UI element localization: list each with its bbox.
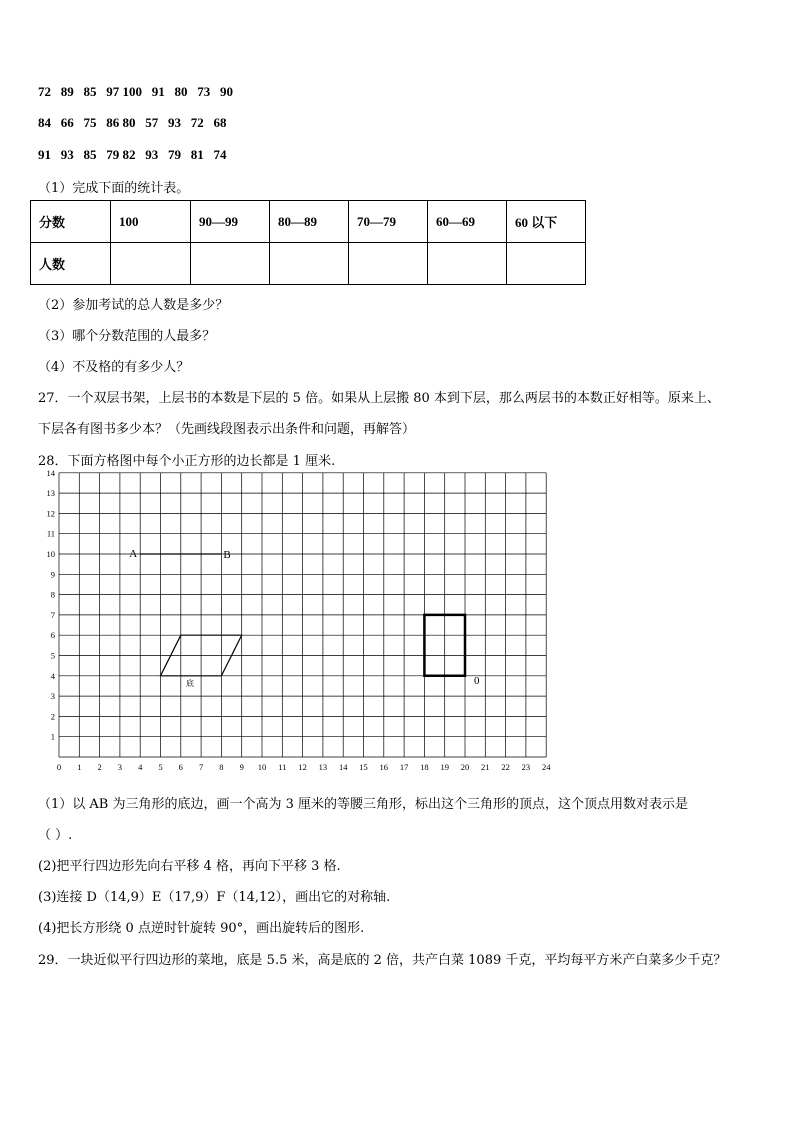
table-input-cell[interactable] xyxy=(111,243,191,285)
x-tick-label: 11 xyxy=(278,762,287,772)
x-tick-label: 20 xyxy=(460,762,470,772)
x-tick-label: 6 xyxy=(178,762,183,772)
problem-28-part-1-answer: （ ）. xyxy=(38,828,73,843)
problem-28-part-2: (2)把平行四边形先向右平移 4 格，再向下平移 3 格. xyxy=(38,859,341,874)
y-tick-label: 14 xyxy=(46,467,55,478)
x-tick-label: 3 xyxy=(117,762,123,772)
x-tick-label: 10 xyxy=(257,762,267,772)
x-tick-label: 19 xyxy=(440,762,449,772)
x-tick-label: 21 xyxy=(481,762,490,772)
score-row-2: 84 66 75 86 80 57 93 72 68 xyxy=(38,115,227,130)
question-4: （4）不及格的有多少人？ xyxy=(38,360,190,375)
problem-28-title: 28．下面方格图中每个小正方形的边长都是 1 厘米. xyxy=(38,454,336,469)
table-cell: 60 以下 xyxy=(507,201,586,243)
question-2: （2）参加考试的总人数是多少？ xyxy=(38,298,229,313)
table-cell: 90—99 xyxy=(191,201,270,243)
table-cell: 60—69 xyxy=(428,201,507,243)
score-row-3: 91 93 85 79 82 93 79 81 74 xyxy=(38,147,227,162)
y-tick-label: 1 xyxy=(50,731,55,742)
score-row-1: 72 89 85 97 100 91 80 73 90 xyxy=(38,84,233,99)
x-tick-label: 7 xyxy=(198,762,204,772)
table-cell: 70—79 xyxy=(349,201,428,243)
table-input-cell[interactable] xyxy=(191,243,270,285)
question-3: （3）哪个分数范围的人最多？ xyxy=(38,329,216,344)
question-1: （1）完成下面的统计表。 xyxy=(38,181,190,196)
x-tick-label: 24 xyxy=(541,762,551,772)
x-tick-label: 5 xyxy=(158,762,163,772)
parallelogram-base-label: 底 xyxy=(185,678,194,688)
y-tick-label: 9 xyxy=(50,569,55,580)
problem-29: 29．一块近似平行四边形的菜地，底是 5.5 米，高是底的 2 倍，共产白菜 1089 千克，平均每平方米产白菜多少千克？ xyxy=(38,953,727,968)
y-tick-label: 4 xyxy=(50,670,55,681)
table-input-cell[interactable] xyxy=(349,243,428,285)
y-tick-label: 12 xyxy=(46,508,55,519)
x-tick-label: 8 xyxy=(219,762,224,772)
x-tick-label: 12 xyxy=(298,762,307,772)
table-input-cell[interactable] xyxy=(428,243,507,285)
problem-28-part-3: (3)连接 D（14,9）E（17,9）F（14,12），画出它的对称轴. xyxy=(38,890,391,905)
table-header-row xyxy=(31,201,586,243)
y-tick-label: 3 xyxy=(50,691,55,702)
x-tick-label: 16 xyxy=(379,762,389,772)
x-tick-label: 9 xyxy=(239,762,244,772)
x-tick-label: 22 xyxy=(501,762,510,772)
problem-28-part-1: （1）以 AB 为三角形的底边，画一个高为 3 厘米的等腰三角形，标出这个三角形的顶点，这个顶点用数对表示是 xyxy=(38,797,689,812)
y-tick-label: 10 xyxy=(46,549,55,559)
table-cell: 人数 xyxy=(31,243,111,285)
x-tick-label: 14 xyxy=(338,762,348,772)
y-tick-label: 7 xyxy=(50,609,55,620)
table-cell: 分数 xyxy=(31,201,111,243)
x-tick-label: 23 xyxy=(521,762,531,772)
point-b-label: B xyxy=(223,549,231,561)
table-cell: 80—89 xyxy=(270,201,349,243)
x-tick-label: 1 xyxy=(77,762,82,772)
grid-svg xyxy=(30,467,560,774)
statistics-table xyxy=(30,200,586,285)
problem-27-line-2: 下层各有图书多少本？（先画线段图表示出条件和问题，再解答） xyxy=(38,422,416,437)
x-tick-label: 2 xyxy=(97,762,102,772)
y-tick-label: 8 xyxy=(50,589,55,600)
table-cell: 100 xyxy=(111,201,191,243)
x-tick-label: 15 xyxy=(359,762,368,772)
x-tick-label: 0 xyxy=(56,762,62,772)
table-input-cell[interactable] xyxy=(270,243,349,285)
x-tick-label: 17 xyxy=(399,762,409,772)
x-tick-label: 18 xyxy=(420,762,429,772)
problem-27-line-1: 27．一个双层书架，上层书的本数是下层的 5 倍。如果从上层搬 80 本到下层，那么两层书的本数正好相等。原来上、 xyxy=(38,391,720,406)
point-a-label: A xyxy=(129,548,138,560)
point-o-label: 0 xyxy=(474,674,480,687)
y-tick-label: 11 xyxy=(46,528,55,539)
coordinate-grid xyxy=(30,467,560,778)
x-tick-label: 13 xyxy=(318,762,328,772)
y-tick-label: 2 xyxy=(50,711,55,722)
y-tick-label: 13 xyxy=(46,488,55,499)
x-tick-label: 4 xyxy=(138,762,143,772)
table-input-cell[interactable] xyxy=(507,243,586,285)
y-tick-label: 6 xyxy=(50,630,55,641)
y-tick-label: 5 xyxy=(50,650,55,661)
problem-28-part-4: (4)把长方形绕 0 点逆时针旋转 90°，画出旋转后的图形. xyxy=(38,921,365,936)
table-row xyxy=(31,243,586,285)
